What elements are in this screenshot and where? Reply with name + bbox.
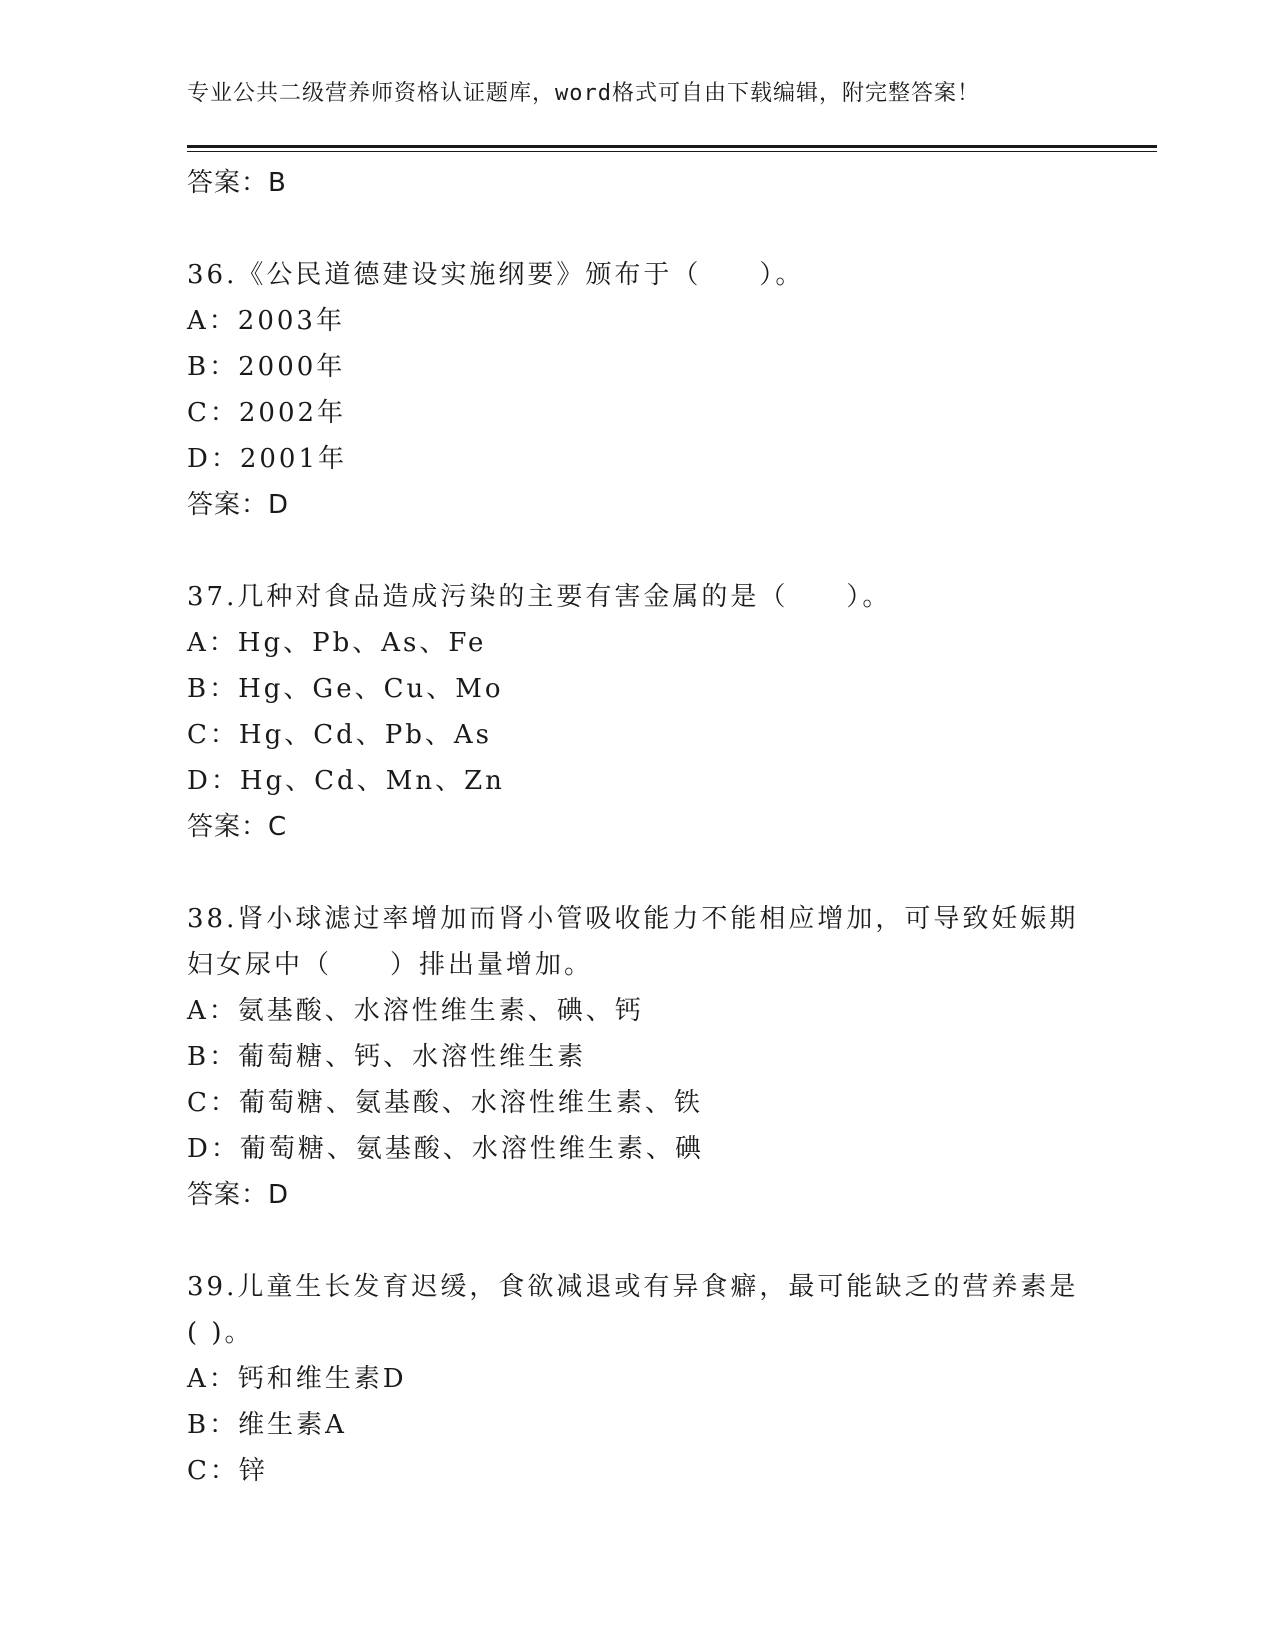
question-39 [187,1264,1087,1494]
answer-line: 答案：C [187,812,288,842]
question-36 [187,252,1087,528]
option-c: C：葡萄糖、氨基酸、水溶性维生素、铁 [187,1088,703,1118]
question-stem: 36.《公民道德建设实施纲要》颁布于（ ）。 [187,260,805,290]
option-b: B：2000年 [187,352,346,382]
question-38 [187,896,1087,1218]
question-stem: 39.儿童生长发育迟缓，食欲减退或有异食癖，最可能缺乏的营养素是( )。 [187,1272,1079,1348]
answer-line: 答案：D [187,490,290,520]
option-d: D：葡萄糖、氨基酸、水溶性维生素、碘 [187,1134,704,1164]
option-b: B：维生素A [187,1410,347,1440]
option-d: D：Hg、Cd、Mn、Zn [187,766,505,796]
page-header-text: 专业公共二级营养师资格认证题库，word格式可自由下载编辑，附完整答案！ [187,81,980,106]
option-c: C：Hg、Cd、Pb、As [187,720,493,750]
document-body [187,160,1087,1494]
header-rule-thin [187,151,1157,152]
question-37 [187,574,1087,850]
question-stem: 37.几种对食品造成污染的主要有害金属的是（ ）。 [187,582,892,612]
option-a: A：钙和维生素D [187,1364,407,1394]
option-c: C：锌 [187,1456,268,1486]
option-b: B：Hg、Ge、Cu、Mo [187,674,504,704]
answer-line: 答案：B [187,168,287,198]
option-a: A：Hg、Pb、As、Fe [187,628,487,658]
option-a: A：2003年 [187,306,345,336]
question-stem: 38.肾小球滤过率增加而肾小管吸收能力不能相应增加，可导致妊娠期妇女尿中（ ）排出量增加。 [187,904,1079,980]
option-d: D：2001年 [187,444,348,474]
option-b: B：葡萄糖、钙、水溶性维生素 [187,1042,587,1072]
header-rule-thick [187,145,1157,148]
option-a: A：氨基酸、水溶性维生素、碘、钙 [187,996,644,1026]
option-c: C：2002年 [187,398,347,428]
answer-line: 答案：D [187,1180,290,1210]
